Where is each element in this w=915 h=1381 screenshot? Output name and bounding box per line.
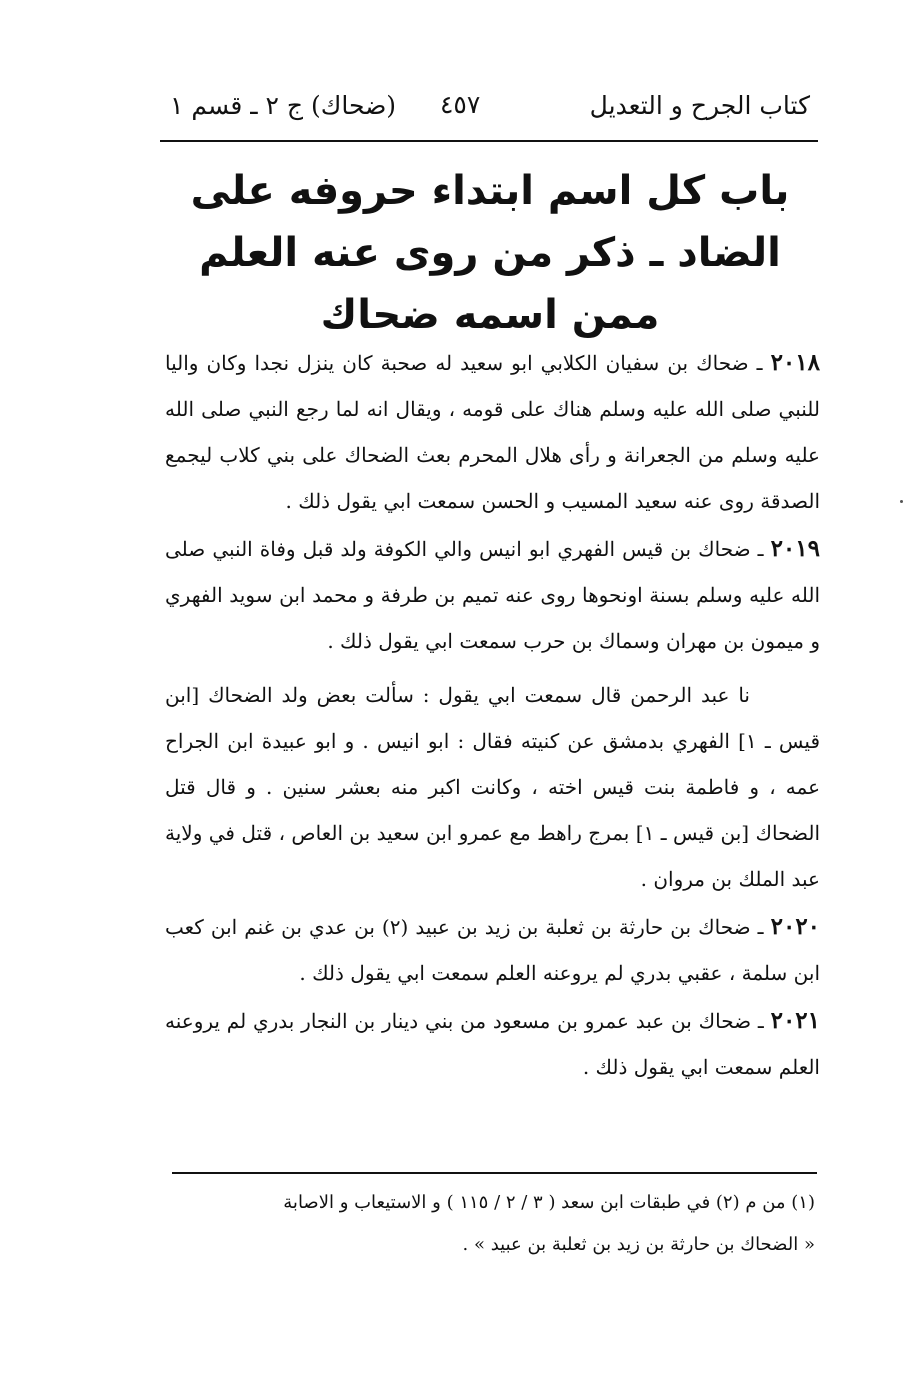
entry-text: ـ ضحاك بن قيس الفهري ابو انيس والي الكوفة ولد قبل وفاة النبي صلى الله عليه وسلم بسنة اونحوها روى عنه تميم بن طرفة و محمد ابن سويد الفهري و ميمون بن مهران وسماك بن حرب سمعت ابي يقول ذلك . [165, 537, 820, 653]
entry-number: ٢٠٢١ [770, 1007, 821, 1034]
entry-number: ٢٠١٨ [770, 349, 820, 376]
entry-text: ـ ضحاك بن سفيان الكلابي ابو سعيد له صحبة كان ينزل نجدا وكان واليا للنبي صلى الله عليه وسلم هناك على قومه ، ويقال انه لما رجع النبي صلى الله عليه وسلم من الجعرانة و رأى هلال المحرم بعث الضحاك على بني كلاب ليجمع الصدقة روى عنه سعيد المسيب و الحسن سمعت ابي يقول ذلك . [165, 351, 820, 513]
entry-number: ٢٠١٩ [770, 535, 820, 562]
footnote-line-2: « الضحاك بن حارثة بن زيد بن ثعلبة بن عبيد » . [462, 1234, 815, 1255]
entry-text: ـ ضحاك بن حارثة بن ثعلبة بن زيد بن عبيد (٢) بن عدي بن غنم ابن كعب ابن سلمة ، عقبي بدري لم يروعنه العلم سمعت ابي يقول ذلك . [165, 915, 820, 985]
chapter-title-line-3: ممن اسمه ضحاك [320, 292, 660, 338]
chapter-title-line-1: باب كل اسم ابتداء حروفه على [190, 168, 790, 214]
entry-2019 [165, 526, 820, 664]
narration-paragraph: نا عبد الرحمن قال سمعت ابي يقول : سألت بعض ولد الضحاك [ابن قيس ـ ١] الفهري بدمشق عن كنيته فقال : ابو انيس . و ابو عبيدة ابن الجراح عمه ، و فاطمة بنت قيس اخته ، وكانت اكبر منه بعشر سنين . و قال قتل الضحاك [بن قيس ـ ١] بمرج راهط مع عمرو ابن سعيد بن العاص ، قتل في ولاية عبد الملك بن مروان . [165, 683, 820, 891]
chapter-title-line-2: الضاد ـ ذكر من روى عنه العلم [199, 230, 781, 276]
entry-2018 [165, 340, 820, 524]
entry-2020 [165, 904, 820, 996]
entry-2021 [165, 998, 820, 1090]
entry-text: ـ ضحاك بن عبد عمرو بن مسعود من بني دينار بن النجار بدري لم يروعنه العلم سمعت ابي يقول ذلك . [165, 1009, 820, 1079]
page-number: ٤٥٧ [440, 90, 481, 119]
chapter-title [170, 160, 810, 346]
book-title: كتاب الجرح و التعديل [589, 90, 810, 120]
section-marker: (ضحاك) ج ٢ ـ قسم ١ [170, 90, 397, 120]
entry-number: ٢٠٢٠ [770, 913, 821, 940]
footnote-rule [172, 1172, 817, 1174]
main-text [165, 338, 820, 1090]
header-rule [160, 140, 818, 142]
footnote-line-1: (١) من م (٢) في طبقات ابن سعد ( ٣ / ٢ / ١١٥ ) و الاستيعاب و الاصابة [283, 1192, 815, 1213]
paper-speck [900, 500, 903, 503]
footnotes [170, 1182, 815, 1266]
running-header [170, 84, 810, 126]
